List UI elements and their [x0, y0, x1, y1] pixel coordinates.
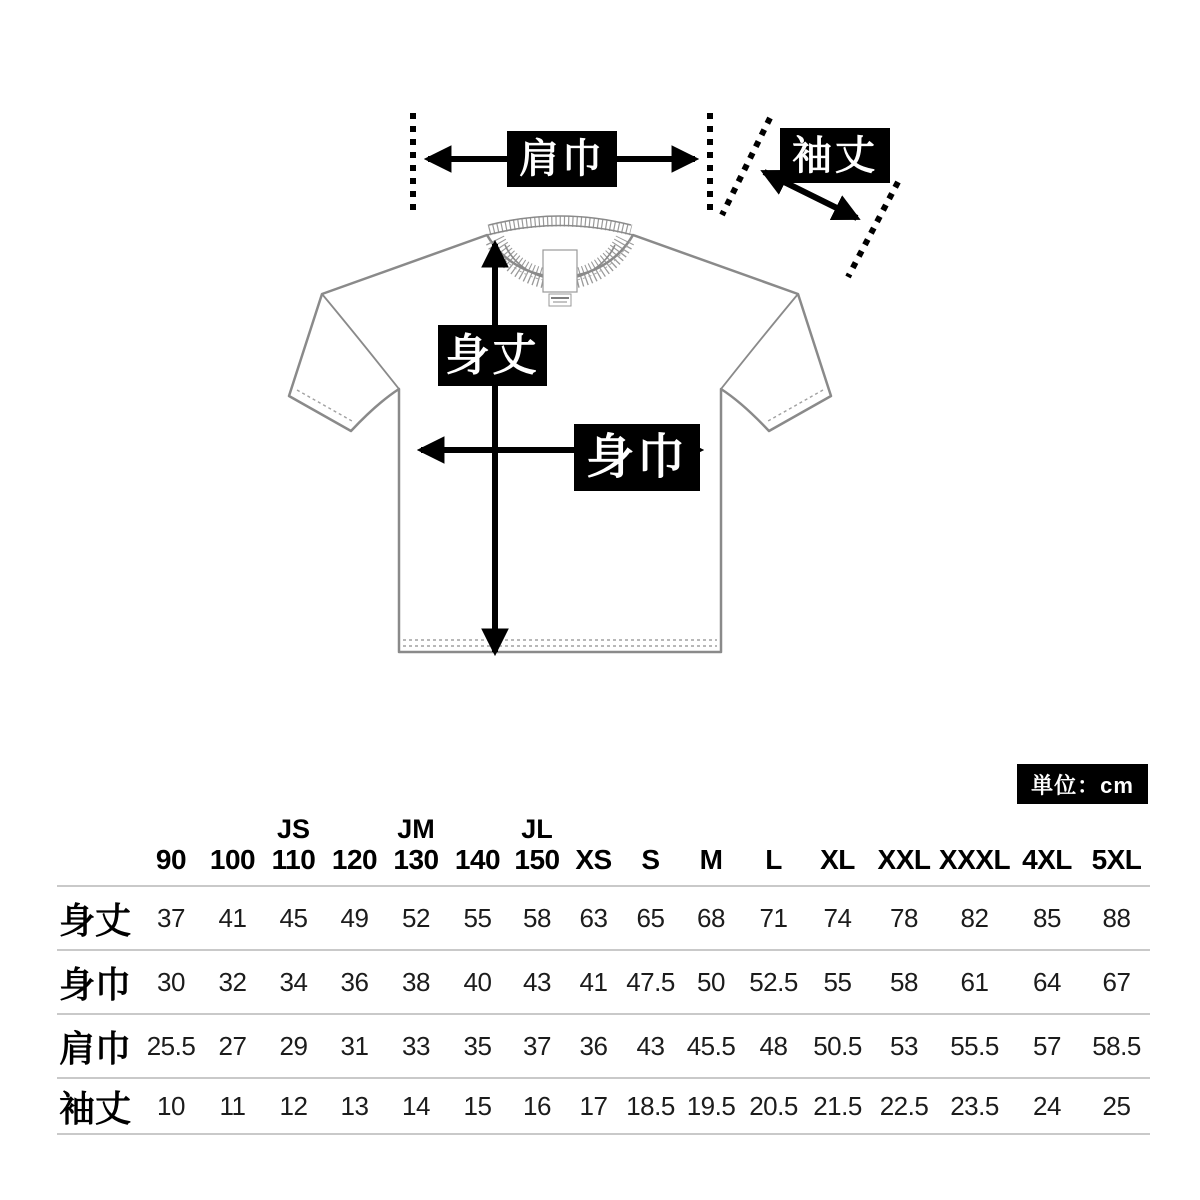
- size-value-cell: 55: [463, 902, 492, 933]
- size-value-cell: 24: [1033, 1090, 1061, 1121]
- size-value-cell: 63: [579, 902, 608, 933]
- size-value-cell: 45.5: [686, 1030, 736, 1061]
- size-column-header: JL 150: [508, 810, 566, 886]
- size-value-cell: 20.5: [749, 1090, 798, 1121]
- size-value-cell: 43: [636, 1030, 665, 1061]
- size-value-cell: 67: [1102, 966, 1131, 997]
- size-value-cell: 13: [340, 1090, 369, 1121]
- size-value-cell: 36: [579, 1030, 608, 1061]
- size-value-cell: 58: [890, 966, 918, 997]
- size-column-header: 4XL: [1011, 810, 1083, 886]
- body-length-label: 身丈: [438, 325, 547, 386]
- size-value-cell: 15: [463, 1090, 492, 1121]
- size-value-cell: 58.5: [1092, 1030, 1141, 1061]
- size-table: [57, 810, 1150, 1135]
- size-value-cell: 74: [823, 902, 852, 933]
- size-value-cell: 25.5: [146, 1030, 196, 1061]
- size-column-header: 120: [324, 810, 385, 886]
- size-value-cell: 52: [402, 902, 430, 933]
- size-value-cell: 57: [1033, 1030, 1061, 1061]
- body-width-label: 身巾: [574, 424, 700, 491]
- size-value-cell: 30: [157, 966, 185, 997]
- size-value-cell: 43: [523, 966, 551, 997]
- row-label: 身巾: [59, 963, 132, 1005]
- size-value-cell: 47.5: [626, 966, 675, 997]
- size-value-cell: 64: [1033, 966, 1061, 997]
- size-value-cell: 16: [523, 1090, 551, 1121]
- size-value-cell: 12: [279, 1090, 308, 1121]
- size-column-header: M: [680, 810, 742, 886]
- size-value-cell: 40: [463, 966, 492, 997]
- size-value-cell: 50.5: [813, 1030, 862, 1061]
- size-value-cell: 14: [402, 1090, 430, 1121]
- size-value-cell: 78: [890, 902, 918, 933]
- shoulder-width-label: 肩巾: [507, 131, 617, 187]
- table-row: [57, 1078, 1150, 1134]
- size-value-cell: 25: [1102, 1090, 1131, 1121]
- size-value-cell: 31: [340, 1030, 369, 1061]
- table-row: [57, 1014, 1150, 1078]
- size-value-cell: 68: [697, 902, 725, 933]
- size-value-cell: 22.5: [879, 1090, 929, 1121]
- size-value-cell: 38: [402, 966, 430, 997]
- size-value-cell: 23.5: [950, 1090, 999, 1121]
- unit-badge: 単位：cm: [1017, 764, 1148, 804]
- size-value-cell: 53: [890, 1030, 918, 1061]
- size-value-cell: 33: [402, 1030, 430, 1061]
- size-value-cell: 17: [579, 1090, 608, 1121]
- table-row: [57, 886, 1150, 950]
- size-value-cell: 71: [759, 902, 788, 933]
- size-value-cell: 58: [523, 902, 551, 933]
- size-value-cell: 50: [697, 966, 725, 997]
- size-value-cell: 36: [340, 966, 369, 997]
- sleeve-length-label: 袖丈: [780, 128, 890, 183]
- size-value-cell: 55: [823, 966, 852, 997]
- size-value-cell: 41: [579, 966, 608, 997]
- size-column-header: XS: [566, 810, 621, 886]
- size-value-cell: 10: [157, 1090, 185, 1121]
- size-value-cell: 29: [279, 1030, 308, 1061]
- size-value-cell: 18.5: [626, 1090, 675, 1121]
- row-label: 肩巾: [59, 1027, 132, 1069]
- size-column-header: XL: [805, 810, 870, 886]
- size-column-header: L: [742, 810, 805, 886]
- size-value-cell: 65: [636, 902, 665, 933]
- row-label: 身丈: [59, 899, 132, 941]
- size-column-header: 100: [202, 810, 263, 886]
- table-row: [57, 950, 1150, 1014]
- row-label: 袖丈: [59, 1087, 132, 1129]
- size-column-header: XXL: [870, 810, 938, 886]
- size-table-header: [57, 810, 1150, 886]
- size-column-header: 5XL: [1083, 810, 1150, 886]
- size-value-cell: 82: [960, 902, 989, 933]
- size-value-cell: 11: [219, 1090, 246, 1121]
- size-value-cell: 32: [218, 966, 247, 997]
- size-column-header: S: [621, 810, 680, 886]
- size-value-cell: 52.5: [749, 966, 798, 997]
- size-value-cell: 85: [1033, 902, 1061, 933]
- size-value-cell: 49: [340, 902, 369, 933]
- size-value-cell: 61: [960, 966, 989, 997]
- size-value-cell: 21.5: [813, 1090, 862, 1121]
- size-value-cell: 37: [523, 1030, 551, 1061]
- size-value-cell: 41: [218, 902, 247, 933]
- size-column-header: JS 110: [263, 810, 324, 886]
- size-table-body: [57, 886, 1150, 1134]
- size-column-header: 90: [140, 810, 202, 886]
- size-value-cell: 35: [463, 1030, 492, 1061]
- size-value-cell: 37: [157, 902, 185, 933]
- size-value-cell: 34: [279, 966, 308, 997]
- size-value-cell: 27: [218, 1030, 247, 1061]
- size-value-cell: 55.5: [950, 1030, 999, 1061]
- size-column-header: XXXL: [938, 810, 1011, 886]
- size-column-header: 140: [447, 810, 508, 886]
- size-value-cell: 48: [759, 1030, 788, 1061]
- size-value-cell: 88: [1102, 902, 1131, 933]
- size-value-cell: 19.5: [686, 1090, 736, 1121]
- corner-cell: [57, 810, 140, 886]
- size-column-header: JM 130: [385, 810, 447, 886]
- size-value-cell: 45: [279, 902, 308, 933]
